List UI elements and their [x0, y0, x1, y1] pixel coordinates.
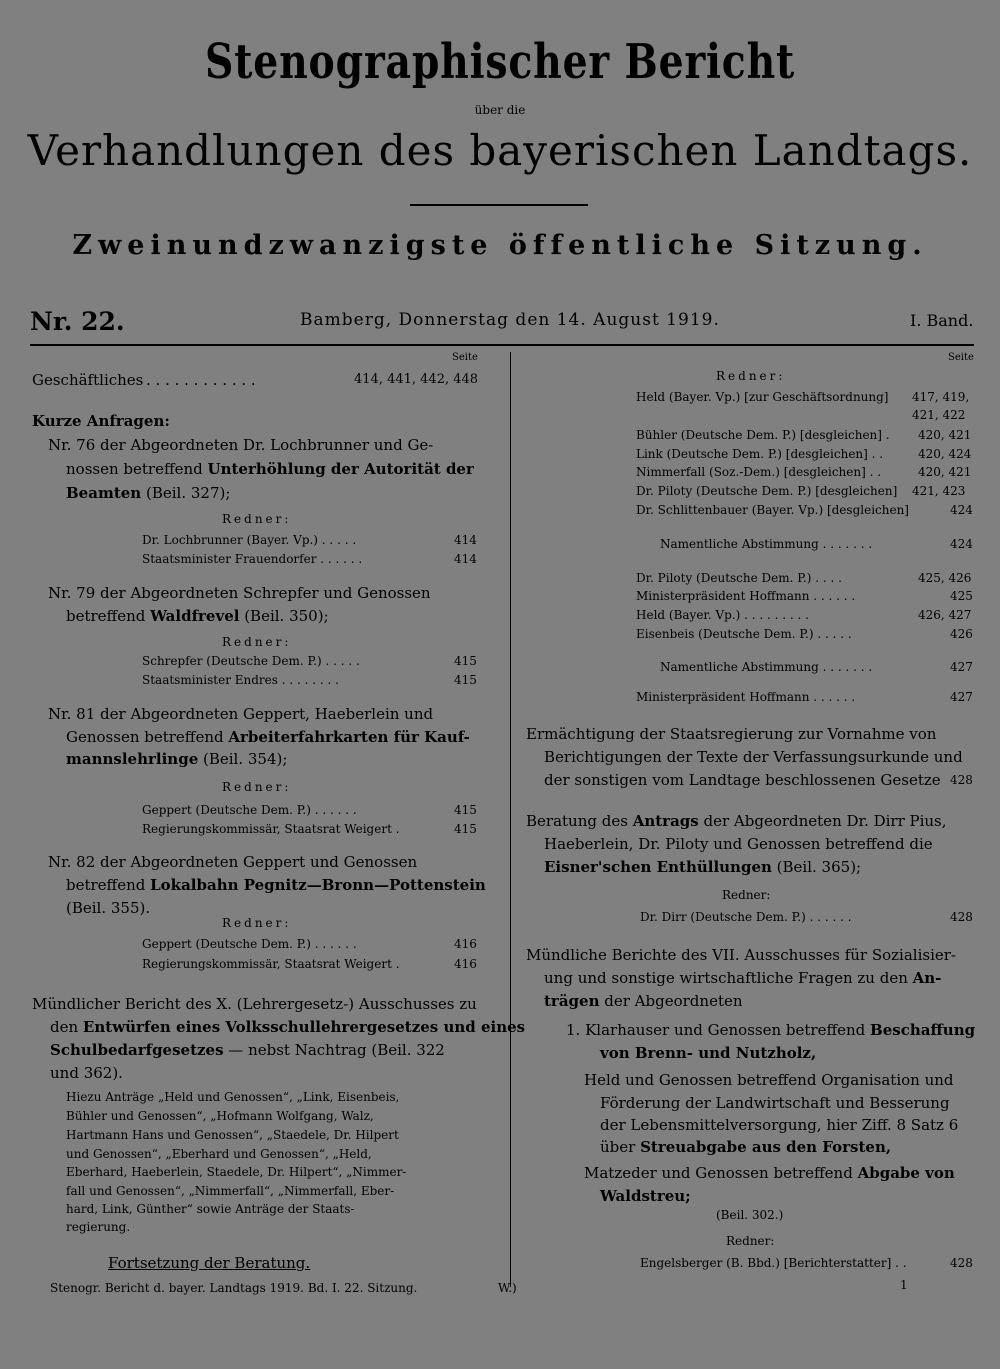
inquiry-line: betreffend Waldfrevel (Beil. 350);	[66, 607, 329, 625]
agenda-subitem: Förderung der Landwirtschaft und Besserung	[600, 1094, 950, 1112]
inquiry-line: Nr. 82 der Abgeordneten Geppert und Genossen	[48, 853, 418, 871]
motions-line: Hiezu Anträge „Held und Genossen“, „Link, Eisenbeis,	[66, 1090, 400, 1104]
speaker-entry: Ministerpräsident Hoffmann . . . . . .	[636, 589, 856, 603]
speaker-page: 415	[454, 822, 477, 836]
speaker-page: 421, 422	[912, 408, 966, 422]
speaker-page: 424	[950, 537, 973, 551]
speaker-page: 428	[950, 1256, 973, 1270]
inquiry-line: betreffend Lokalbahn Pegnitz—Bronn—Pottenstein	[66, 876, 486, 894]
volume-label: I. Band.	[910, 311, 974, 330]
motions-line: fall und Genossen“, „Nimmerfall“, „Nimmerfall, Eber-	[66, 1184, 395, 1198]
place-date: Bamberg, Donnerstag den 14. August 1919.	[300, 310, 720, 330]
motions-line: regierung.	[66, 1220, 131, 1234]
speaker-page: 420, 424	[918, 447, 972, 461]
speaker-page: 416	[454, 937, 477, 951]
speaker-entry: Schrepfer (Deutsche Dem. P.) . . . . .	[142, 654, 360, 668]
speaker-page: 420, 421	[918, 465, 972, 479]
agenda-line: Mündliche Berichte des VII. Ausschusses für Sozialisier-	[526, 946, 957, 964]
speaker-page: 415	[454, 803, 477, 817]
inquiry-line: (Beil. 355).	[66, 899, 151, 917]
speaker-page: 428	[950, 773, 973, 787]
speakers-label: Redner:	[716, 369, 786, 383]
speaker-entry: Geppert (Deutsche Dem. P.) . . . . . .	[142, 937, 357, 951]
speaker-page: 427	[950, 660, 973, 674]
speaker-page: 415	[454, 673, 477, 687]
page-col-label: Seite	[948, 352, 974, 363]
report-line: Mündlicher Bericht des X. (Lehrergesetz-) Ausschusses zu	[32, 995, 477, 1013]
report-title: Stenographischer Bericht	[204, 34, 796, 90]
speaker-page: 416	[454, 957, 477, 971]
toc-pages: 414, 441, 442, 448	[354, 372, 479, 387]
agenda-line: Berichtigungen der Texte der Verfassungsurkunde und	[544, 748, 963, 766]
agenda-line: Haeberlein, Dr. Piloty und Genossen betreffend die	[544, 835, 933, 853]
speaker-entry: Bühler (Deutsche Dem. P.) [desgleichen] .	[636, 428, 890, 442]
speaker-entry: Regierungskommissär, Staatsrat Weigert .	[142, 822, 400, 836]
speaker-entry: Dr. Schlittenbauer (Bayer. Vp.) [desgleichen]	[636, 503, 909, 517]
agenda-subitem: von Brenn- und Nutzholz,	[600, 1044, 817, 1062]
agenda-subitem: Held und Genossen betreffend Organisation und	[584, 1071, 954, 1089]
report-line: Schulbedarfgesetzes — nebst Nachtrag (Beil. 322	[50, 1041, 445, 1059]
agenda-subitem: über Streuabgabe aus den Forsten,	[600, 1138, 892, 1156]
speakers-label: Redner:	[726, 1234, 775, 1248]
speaker-entry: Geppert (Deutsche Dem. P.) . . . . . .	[142, 803, 357, 817]
speaker-page: 415	[454, 654, 477, 668]
inquiry-line: Nr. 81 der Abgeordneten Geppert, Haeberlein und	[48, 705, 434, 723]
report-subtitle: Verhandlungen des bayerischen Landtags.	[27, 126, 973, 175]
speaker-page: 414	[454, 533, 477, 547]
title-connector: über die	[474, 103, 526, 117]
attachment-ref: (Beil. 302.)	[716, 1208, 784, 1222]
speaker-page: 427	[950, 690, 973, 704]
speaker-entry: Dr. Lochbrunner (Bayer. Vp.) . . . . .	[142, 533, 357, 547]
motions-line: Bühler und Genossen“, „Hofmann Wolfgang, Walz,	[66, 1109, 374, 1123]
issue-number: Nr. 22.	[30, 307, 125, 336]
inquiry-line: nossen betreffend Unterhöhlung der Autorität der	[66, 460, 474, 478]
column-divider	[510, 352, 511, 1287]
speaker-entry: Held (Bayer. Vp.) [zur Geschäftsordnung]	[636, 390, 889, 404]
agenda-line: Beratung des Antrags der Abgeordneten Dr. Dirr Pius,	[526, 812, 947, 830]
speaker-entry: Eisenbeis (Deutsche Dem. P.) . . . . .	[636, 627, 852, 641]
motions-line: Eberhard, Haeberlein, Staedele, Dr. Hilpert“, „Nimmer-	[66, 1165, 407, 1179]
agenda-subitem: der Lebensmittelversorgung, hier Ziff. 8 Satz 6	[600, 1116, 959, 1134]
report-line: den Entwürfen eines Volksschullehrergesetzes und eines	[50, 1018, 526, 1036]
agenda-subitem: 1. Klarhauser und Genossen betreffend Beschaffung	[566, 1021, 976, 1039]
speaker-entry: Engelsberger (B. Bbd.) [Berichterstatter] . .	[640, 1256, 907, 1270]
speaker-page: 417, 419,	[912, 390, 970, 404]
speaker-entry: Nimmerfall (Soz.-Dem.) [desgleichen] . .	[636, 465, 882, 479]
speaker-page: 426, 427	[918, 608, 972, 622]
motions-line: Hartmann Hans und Genossen“, „Staedele, Dr. Hilpert	[66, 1128, 399, 1142]
inquiry-line: Nr. 79 der Abgeordneten Schrepfer und Genossen	[48, 584, 431, 602]
agenda-line: ung und sonstige wirtschaftliche Fragen zu den An-	[544, 969, 942, 987]
inquiry-line: mannslehrlinge (Beil. 354);	[66, 750, 288, 768]
inquiry-line: Beamten (Beil. 327);	[66, 484, 231, 502]
motions-line: und Genossen“, „Eberhard und Genossen“, „Held,	[66, 1147, 372, 1161]
speaker-entry: Dr. Piloty (Deutsche Dem. P.) [desgleichen]	[636, 484, 898, 498]
speaker-page: 428	[950, 910, 973, 924]
agenda-line: Eisner'schen Enthüllungen (Beil. 365);	[544, 858, 862, 876]
speakers-label: Redner:	[222, 635, 292, 649]
agenda-line: der sonstigen vom Landtage beschlossenen Gesetze	[544, 771, 941, 789]
toc-entry-label: Geschäftliches	[32, 371, 144, 389]
speakers-label: Redner:	[722, 888, 771, 902]
speaker-entry: Regierungskommissär, Staatsrat Weigert .	[142, 957, 400, 971]
speaker-entry: Staatsminister Frauendorfer . . . . . .	[142, 552, 363, 566]
speaker-page: 420, 421	[918, 428, 972, 442]
speaker-page: 425, 426	[918, 571, 972, 585]
session-heading: Zweinundzwanzigste öffentliche Sitzung.	[72, 230, 928, 261]
roll-call-vote: Namentliche Abstimmung . . . . . . .	[660, 537, 873, 551]
agenda-subitem: Matzeder und Genossen betreffend Abgabe von	[584, 1164, 955, 1182]
speakers-label: Redner:	[222, 780, 292, 794]
speaker-page: 425	[950, 589, 973, 603]
roll-call-vote: Namentliche Abstimmung . . . . . . .	[660, 660, 873, 674]
speaker-page: 426	[950, 627, 973, 641]
inquiry-line: Nr. 76 der Abgeordneten Dr. Lochbrunner und Ge-	[48, 436, 434, 454]
printer-mark: W.)	[498, 1281, 517, 1295]
speaker-page: 424	[950, 503, 973, 517]
page-col-label: Seite	[452, 352, 478, 363]
speakers-label: Redner:	[222, 916, 292, 930]
speaker-page: 414	[454, 552, 477, 566]
speaker-entry: Held (Bayer. Vp.) . . . . . . . . .	[636, 608, 809, 622]
section-heading: Kurze Anfragen:	[32, 412, 170, 430]
motions-line: hard, Link, Günther“ sowie Anträge der Staats-	[66, 1202, 355, 1216]
agenda-line: Ermächtigung der Staatsregierung zur Vornahme von	[526, 725, 937, 743]
page-footer: Stenogr. Bericht d. bayer. Landtags 1919. Bd. I. 22. Sitzung.	[50, 1281, 418, 1295]
report-line: und 362).	[50, 1064, 123, 1082]
continuation-heading: Fortsetzung der Beratung.	[108, 1254, 311, 1272]
agenda-subitem: Waldstreu;	[600, 1187, 691, 1205]
speaker-entry: Dr. Piloty (Deutsche Dem. P.) . . . .	[636, 571, 842, 585]
speaker-page: 421, 423	[912, 484, 966, 498]
speaker-entry: Staatsminister Endres . . . . . . . .	[142, 673, 339, 687]
agenda-line: trägen der Abgeordneten	[544, 992, 743, 1010]
inquiry-line: Genossen betreffend Arbeiterfahrkarten für Kauf-	[66, 728, 470, 746]
speaker-entry: Dr. Dirr (Deutsche Dem. P.) . . . . . .	[640, 910, 852, 924]
toc-dots: . . . . . . . . . . . .	[146, 371, 256, 389]
speaker-entry: Ministerpräsident Hoffmann . . . . . .	[636, 690, 856, 704]
speakers-label: Redner:	[222, 512, 292, 526]
speaker-entry: Link (Deutsche Dem. P.) [desgleichen] . .	[636, 447, 884, 461]
title-rule	[410, 204, 588, 206]
page-number: 1	[900, 1278, 908, 1292]
header-divider	[30, 344, 974, 346]
